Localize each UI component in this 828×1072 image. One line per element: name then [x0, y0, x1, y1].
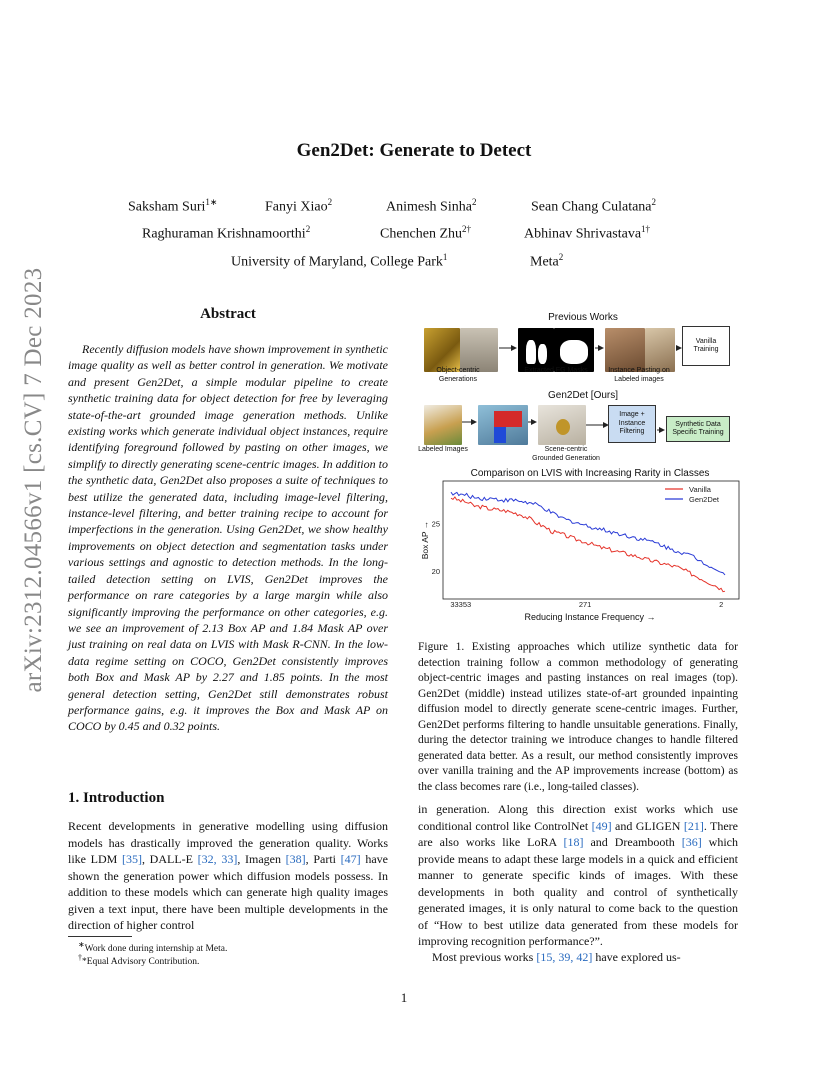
abstract-text: Recently diffusion models have shown improvement in synthetic image quality as well as better control in generation. We motivate and present Gen2Det, a simple modular pipeline to create synthetic training data for object detection for free by leveraging state-of-the-art grounded image generation methods. Unlike existing works which generate individual object instances, require identifying foreground followed by pasting on other images, we simplify to directly generating scene-centric images. In addition to the synthetic data, Gen2Det also proposes a suite of techniques to best utilize the generated data, including image-level filtering, instance-level filtering, and better training recipe to account for imperfections in the generation. Using Gen2Det, we show healthy improvements on object detection and segmentation tasks under various settings and agnostic to detection methods. In the long-tailed detection setting on LVIS, Gen2Det improves the performance on rare categories by a large margin while also significantly improving the performance on other categories, e.g. we see an improvement of 2.13 Box AP and 1.84 Mask AP over just training on real data on LVIS with Mask R-CNN. In the low-data regime setting on COCO, Gen2Det consistently improves both Box and Mask AP by 2.27 and 1.85 points. In the most general detection setting, Gen2Det still demonstrates robust performance gains, e.g. it improves the Box and Mask AP on COCO by 0.45 and 0.32 points. [68, 342, 388, 734]
author: Chenchen Zhu$^{2\dagger}$ [380, 224, 472, 242]
x-axis-label: Reducing Instance Frequency → [524, 612, 656, 622]
x-tick-label: 271 [578, 600, 592, 609]
gen2det-label: Gen2Det [Ours] [547, 390, 619, 401]
masked-labeled-image [478, 405, 528, 445]
citation-link[interactable]: [35] [122, 852, 142, 866]
footnote: †*Equal Advisory Contribution. [78, 953, 200, 968]
footnote: ∗Work done during internship at Meta. [78, 940, 228, 955]
citation-link[interactable]: [49] [591, 818, 612, 833]
author: Animesh Sinha$^2$ [386, 197, 477, 215]
arxiv-sidebar [14, 240, 54, 720]
axis-ticks [432, 519, 724, 609]
citation-link[interactable]: [36] [681, 835, 702, 849]
x-tick-label: 33353 [450, 600, 472, 609]
right-column-text: in generation. Along this direction exist works which use conditional control like ControlNet [49] and GLIGEN [21]. There are also works like LoRA [18] and Dreambooth [36] which provide means to adapt these large models in a quick and efficient manner to generate specific kinds of images. With these developments in both quality and control of synthetically generated images, it is only natural to come back to the question of “How to best utilize data generated from these models for improving recognition performance?”. [418, 802, 738, 948]
y-tick-label: 25 [431, 519, 440, 529]
arxiv-id: arXiv:2312.04566v1 [cs.CV] 7 Dec 2023 [20, 267, 47, 693]
synthetic-training-box: Synthetic Data Specific Training [666, 416, 730, 442]
scene-centric-label: Scene-centric Grounded Generation [532, 446, 600, 462]
intro-text: Recent developments in generative modelling using diffusion models has drastically improved the generation quality. Works like LDM [35], DALL-E [32, 33], Imagen [38], Parti [47] have shown the generation power which diffusion models possess. In addition to these models which can generate high quality images given a text input, there have been multiple developments in the direction of higher control [68, 819, 388, 932]
labeled-image [424, 405, 462, 445]
author: Fanyi Xiao$^2$ [265, 197, 333, 215]
x-tick-label: 2 [719, 600, 724, 609]
abstract-heading: Abstract [200, 306, 256, 322]
y-tick-label: 20 [431, 567, 440, 577]
lvis-chart [415, 465, 745, 625]
citation-link[interactable]: [21] [683, 818, 704, 833]
extracted-fg-label: Extracted FG Masks [524, 367, 588, 374]
filtering-box: Image + Instance Filtering [608, 405, 656, 443]
figure-pipeline [418, 310, 748, 470]
citation-link[interactable]: [32, 33] [197, 852, 238, 866]
citation-link[interactable]: [47] [340, 852, 361, 866]
instance-pasting-label: Instance Pasting on Labeled images [608, 367, 670, 383]
affiliation: Meta$^2$ [530, 252, 564, 270]
citation-link[interactable]: [38] [285, 852, 306, 866]
author: Abhinav Shrivastava$^{1\dagger}$ [524, 224, 651, 242]
paper-title: Gen2Det: Generate to Detect [296, 140, 532, 161]
author: Saksham Suri$^{1∗}$ [128, 197, 218, 215]
series-line-vanilla [451, 497, 725, 592]
author: Raghuraman Krishnamoorthi$^2$ [142, 224, 311, 242]
page-number: 1 [400, 990, 408, 1005]
chart-title: Comparison on LVIS with Increasing Rarity in Classes [470, 468, 710, 479]
author: Sean Chang Culatana$^2$ [531, 197, 657, 215]
legend-vanilla: Vanilla [689, 485, 711, 494]
object-centric-label: Object-centric Generations [436, 367, 480, 383]
figure-caption: Figure 1. Existing approaches which utilize synthetic data for detection training follow a common methodology of generating object-centric images and pasting instances on real images (top). Gen2Det (middle) instead utilizes state-of-art grounded inpainting diffusion model to directly generate scene-centric images. Further, Gen2Det performs filtering to handle unsuitable generations. Finally, during the detector training we introduce changes to handle filtered generated data better. As a result, our method consistently improves over vanilla training and the AP improvements increase (bottom) as the class becomes rare (i.e., long-tailed classes). [418, 641, 738, 793]
vanilla-training-box: Vanilla Training [682, 326, 730, 366]
intro-heading: 1. Introduction [68, 790, 165, 806]
series-line-gen2det [451, 492, 725, 575]
y-axis-label: Box AP → [420, 520, 430, 560]
series-lines [451, 492, 725, 592]
chart-legend [665, 485, 720, 504]
affiliation: University of Maryland, College Park$^1$ [231, 252, 448, 270]
footnote-divider [68, 936, 132, 937]
right-column-text-2: Most previous works [15, 39, 42] have explored us- [432, 950, 681, 964]
generated-scene-image [538, 405, 586, 445]
citation-link[interactable]: [15, 39, 42] [536, 950, 593, 964]
citation-link[interactable]: [18] [563, 835, 584, 849]
legend-gen2det: Gen2Det [689, 495, 720, 504]
labeled-images-label: Labeled Images [418, 446, 468, 453]
previous-works-label: Previous Works [548, 312, 618, 323]
